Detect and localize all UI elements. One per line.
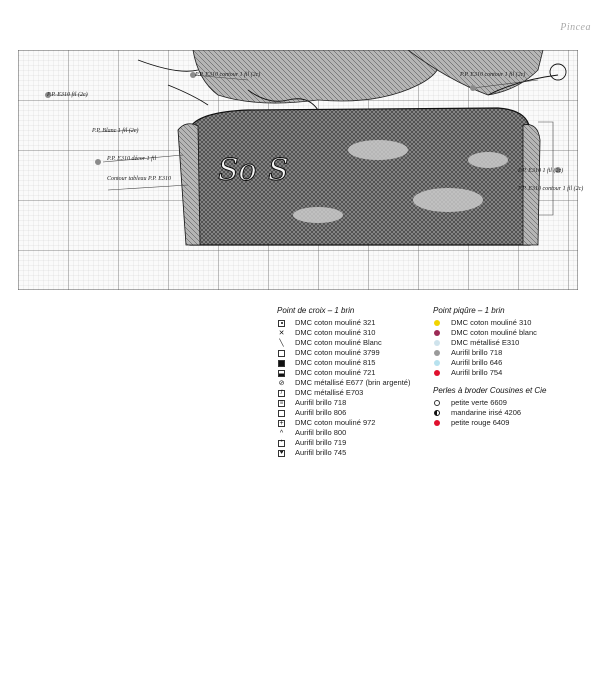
color-dot-icon <box>434 340 440 346</box>
annotation: Contour tableau P.P. E310 <box>107 176 171 182</box>
legend-item: ✕ DMC coton mouliné 310 <box>278 328 376 337</box>
open-circle-icon <box>434 400 440 406</box>
box-open-icon <box>278 410 285 417</box>
legend-title-beads: Perles à broder Cousines et Cie <box>433 386 547 395</box>
running-title: Pincea <box>560 22 591 33</box>
half-filled-box-icon <box>278 370 285 377</box>
legend-item: ≡ Aurifil brillo 718 <box>279 398 347 407</box>
red-dot-icon <box>434 420 440 426</box>
legend-item: Aurifil brillo 806 <box>277 408 410 418</box>
legend-item: petite rouge 6409 <box>433 418 546 428</box>
annotation: P.P. E310 contour 1 fil (2c) <box>518 186 584 192</box>
box-star-icon: * <box>278 440 285 447</box>
circle-slash-icon: ⊘ <box>278 379 285 387</box>
legend-french-knot <box>433 306 546 428</box>
svg-text:S: S <box>268 153 289 188</box>
heart-box-icon: ♥ <box>279 449 284 456</box>
legend-cross-stitch <box>277 306 410 458</box>
legend-item: ╲ DMC coton mouliné Blanc <box>277 338 410 348</box>
annotation: P.P. E310 fil (2c) <box>47 92 88 98</box>
legend-item: + DMC coton mouliné 972 <box>279 418 376 427</box>
legend-item: DMC coton mouliné 3799 <box>277 348 410 358</box>
caret-icon: ^ <box>279 429 284 437</box>
legend-item: petite verte 6609 <box>433 398 546 408</box>
cross-stitch-chart <box>18 50 578 290</box>
color-dot-icon <box>434 370 440 376</box>
color-dot-icon <box>434 330 440 336</box>
legend-item: mandarine irisé 4206 <box>433 408 546 418</box>
legend-item: DMC métallisé E310 <box>433 338 546 348</box>
backslash-icon: ╲ <box>279 339 284 347</box>
legend-item: DMC coton mouliné 721 <box>277 368 410 378</box>
legend-item: * Aurifil brillo 719 <box>277 438 410 448</box>
annotation: P.P. E310 contour 1 fil (2c) <box>460 72 526 78</box>
legend-item: DMC coton mouliné 321 <box>277 318 410 328</box>
legend-title: Point piqûre – 1 brin <box>433 306 505 315</box>
legend-item: / DMC métallisé E703 <box>277 388 410 398</box>
annotation: P.P. E310 1 fil (2c) <box>518 168 564 174</box>
filled-square-icon <box>278 360 285 367</box>
box-plus-icon: + <box>279 419 284 427</box>
legend-title: Point de croix – 1 brin <box>277 306 355 315</box>
legend-item: Aurifil brillo 718 <box>433 348 546 358</box>
legend-item: ^ Aurifil brillo 800 <box>277 428 410 438</box>
x-icon: ✕ <box>278 329 285 337</box>
legend-item: ⊘ DMC métallisé E677 (brin argenté) <box>278 378 411 387</box>
legend-item: DMC coton mouliné 815 <box>277 358 410 368</box>
box-lines-icon: ≡ <box>279 399 284 406</box>
annotation: P.P. E310 décor 1 fil <box>107 156 157 162</box>
box-slash-icon: / <box>278 390 285 397</box>
legend-item: DMC coton mouliné blanc <box>433 328 546 338</box>
color-dot-icon <box>434 320 440 326</box>
color-dot-icon <box>434 360 440 366</box>
legend-item: Aurifil brillo 646 <box>433 358 546 368</box>
svg-text:So: So <box>218 153 257 188</box>
motif-box-side-right <box>523 125 540 245</box>
legend-item: Aurifil brillo 754 <box>433 368 546 378</box>
dot-in-box-icon <box>278 320 285 327</box>
half-circle-icon <box>434 410 440 416</box>
annotation: P.P. Blanc 1 fil (2c) <box>92 128 139 134</box>
annotation: P.P. E310 contour 1 fil (2c) <box>195 72 261 78</box>
box-icon <box>278 350 285 357</box>
legend-item: DMC coton mouliné 310 <box>433 318 546 328</box>
legend-item: ♥ Aurifil brillo 745 <box>279 448 347 457</box>
color-dot-icon <box>434 350 440 356</box>
